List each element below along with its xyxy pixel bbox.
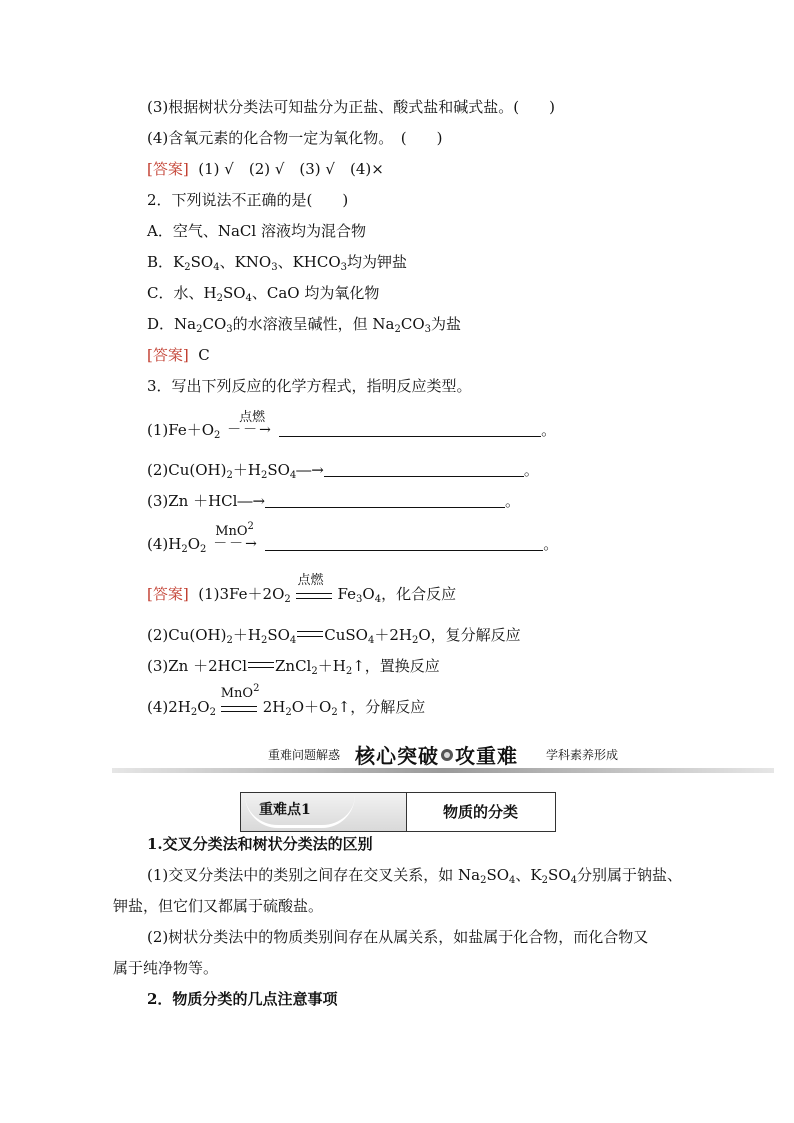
key-point-header [240, 792, 556, 832]
section-heading-2: 2．物质分类的几点注意事项 [147, 990, 338, 1008]
answer-1: [答案] (1) √ (2) √ (3) √ (4)× [147, 160, 384, 178]
key-point-title: 物质的分类 [442, 803, 518, 821]
option-d: D．$Na_2CO_3$的水溶液呈碱性，但 $Na_2CO_3$为盐 [147, 315, 462, 335]
answer-3-line-4: $(4)2H_2O_2$ MnO$^2$ $2H_2O+O_2↑$，分解反应 [147, 683, 426, 718]
circle-arrow-icon [441, 749, 453, 761]
banner-title: 核心突破 攻重难 [355, 744, 518, 768]
paragraph-2-line-2: 属于纯净物等。 [113, 959, 219, 977]
condition-arrow: MnO$^2$ －－→ [213, 521, 259, 552]
answer-3-line-3: (3)Zn ＋2HCl $ZnCl_2+H_2↑$，置换反应 [147, 657, 440, 677]
question-4: (4)含氧元素的化合物一定为氧化物。 ( ) [147, 129, 443, 147]
reaction-3: (3)Zn ＋HCl―→ 。 [147, 492, 521, 510]
answer-2: [答案] C [147, 346, 210, 364]
reaction-2: $(2)Cu(OH)_2+H_2SO_4―\to$ 。 [147, 461, 539, 481]
banner-divider [112, 768, 774, 773]
reaction-equals: 点燃 [296, 584, 338, 604]
option-a: A．空气、NaCl 溶液均为混合物 [147, 222, 366, 240]
question-3-stem: 3．写出下列反应的化学方程式，指明反应类型。 [147, 377, 472, 395]
equals-sign [248, 662, 274, 668]
option-c: C．水、$H_2SO_4$、CaO 均为氧化物 [147, 284, 380, 304]
answer-blank[interactable] [265, 536, 543, 551]
answer-3-line-2: $(2)Cu(OH)_2+H_2SO_4$ $CuSO_4+2H_2O$，复分解反应 [147, 626, 521, 646]
banner-left-text: 重难问题解惑 [268, 748, 341, 762]
reaction-4: $(4)H_2O_2$ MnO$^2$ －－→ 。 [147, 521, 559, 555]
key-point-label: 重难点1 [259, 802, 311, 818]
condition-arrow: 点燃 －－→ [227, 410, 273, 438]
answer-blank[interactable] [279, 422, 541, 437]
answer-blank[interactable] [324, 462, 524, 477]
answer-3-line-1: [答案] $(1)3Fe+2O_2$ 点燃 $Fe_3O_4$，化合反应 [147, 573, 457, 605]
equals-sign [297, 631, 323, 637]
question-3: (3)根据树状分类法可知盐分为正盐、酸式盐和碱式盐。( ) [147, 98, 555, 116]
question-2-stem: 2．下列说法不正确的是( ) [147, 191, 349, 209]
option-b: B．$K_2SO_4$、$KNO_3$、$KHCO_3$均为钾盐 [147, 253, 408, 273]
reaction-equals: MnO$^2$ [221, 697, 263, 717]
paragraph-2-line-1: (2)树状分类法中的物质类别间存在从属关系，如盐属于化合物，而化合物又 [147, 928, 649, 946]
key-point-tab [241, 793, 407, 831]
section-heading-1: 1.交叉分类法和树状分类法的区别 [147, 835, 373, 853]
banner-right-text: 学科素养形成 [546, 748, 619, 762]
paragraph-1-line-2: 钾盐，但它们又都属于硫酸盐。 [113, 897, 324, 915]
answer-blank[interactable] [265, 493, 505, 508]
reaction-1: $(1)Fe+O_2$ 点燃 －－→ 。 [147, 410, 557, 441]
paragraph-1-line-1: (1)交叉分类法中的类别之间存在交叉关系，如 $Na_2SO_4$、$K_2SO_4$分别属于钠盐、 [147, 866, 682, 886]
